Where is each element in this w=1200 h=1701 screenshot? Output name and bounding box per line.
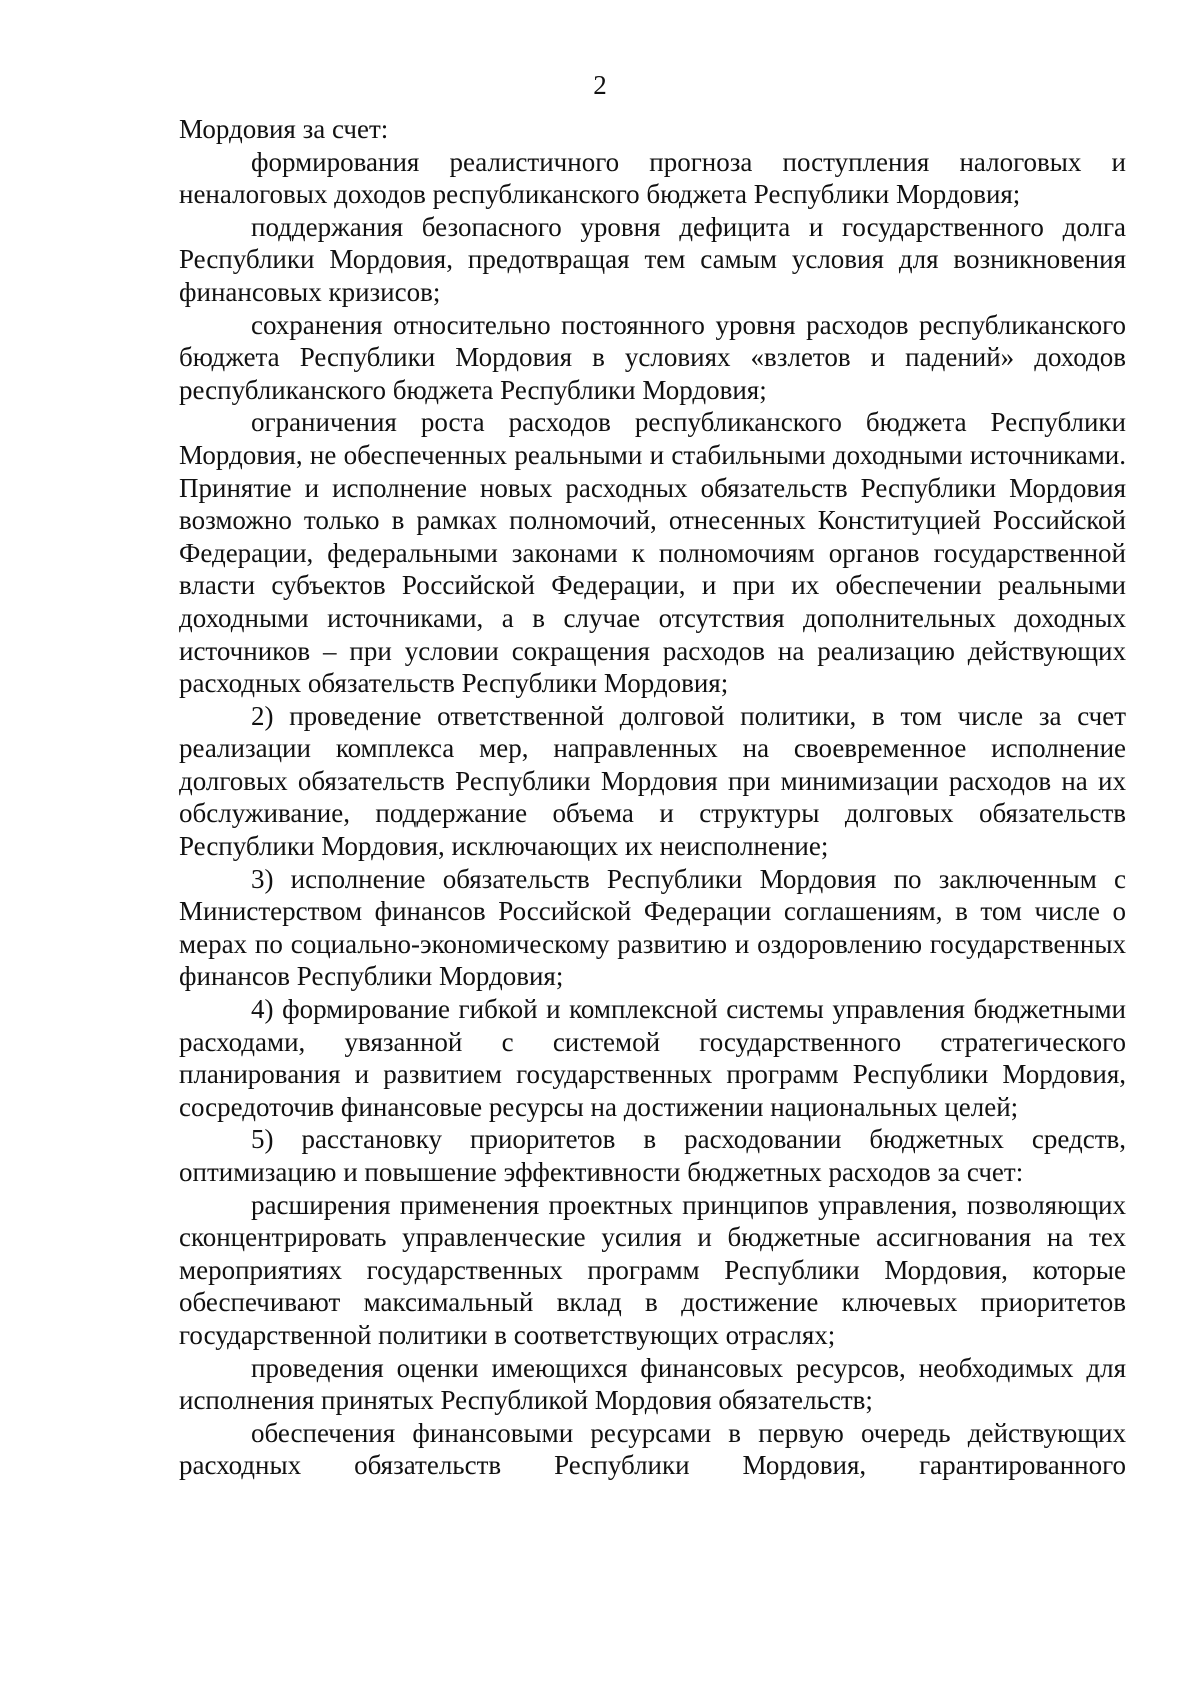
paragraph: 3) исполнение обязательств Республики Мордовия по заключенным с Министерством финансов Российской Федерации соглашениям, в том числе о мерах по социально-экономическому развитию и оздоровлению государственных финансов Республики Мордовия; <box>179 863 1126 992</box>
paragraph: обеспечения финансовыми ресурсами в первую очередь действующих расходных обязательств Республики Мордовия, гарантированного <box>179 1417 1126 1481</box>
paragraph: проведения оценки имеющихся финансовых ресурсов, необходимых для исполнения принятых Республикой Мордовия обязательств; <box>179 1352 1126 1416</box>
paragraph: 4) формирование гибкой и комплексной системы управления бюджетными расходами, увязанной с системой государственного стратегического планирования и развитием государственных программ Республики Мордовия, сосредоточив финансовые ресурсы на достижении национальных целей; <box>179 994 1126 1122</box>
page-number: 2 <box>593 70 607 100</box>
paragraph: сохранения относительно постоянного уровня расходов республиканского бюджета Республики Мордовия в условиях «взлетов и падений» доходов республиканского бюджета Республики Мордовия; <box>179 309 1126 405</box>
paragraph: 5) расстановку приоритетов в расходовании бюджетных средств, оптимизацию и повышение эффективности бюджетных расходов за счет: <box>179 1124 1126 1187</box>
paragraph: формирования реалистичного прогноза поступления налоговых и неналоговых доходов республиканского бюджета Республики Мордовия; <box>179 146 1126 210</box>
paragraph: Мордовия за счет: <box>179 114 389 144</box>
paragraph: поддержания безопасного уровня дефицита и государственного долга Республики Мордовия, предотвращая тем самым условия для возникновения финансовых кризисов; <box>179 211 1126 307</box>
paragraph: 2) проведение ответственной долговой политики, в том числе за счет реализации комплекса мер, направленных на своевременное исполнение долговых обязательств Республики Мордовия при минимизации расходов на их обслуживание, поддержание объема и структуры долговых обязательств Республики Мордовия, исключающих их неисполнение; <box>179 700 1126 862</box>
document-body <box>179 113 1126 1482</box>
paragraph: ограничения роста расходов республиканского бюджета Республики Мордовия, не обеспеченных реальными и стабильными доходными источниками. Принятие и исполнение новых расходных обязательств Республики Мордовия возможно только в рамках полномочий, отнесенных Конституцией Российской Федерации, федеральными законами к полномочиям органов государственной власти субъектов Российской Федерации, и при их обеспечении реальными доходными источниками, а в случае отсутствия дополнительных доходных источников – при условии сокращения расходов на реализацию действующих расходных обязательств Республики Мордовия; <box>179 407 1126 699</box>
paragraph: расширения применения проектных принципов управления, позволяющих сконцентрировать управленческие усилия и бюджетные ассигнования на тех мероприятиях государственных программ Республики Мордовия, которые обеспечивают максимальный вклад в достижение ключевых приоритетов государственной политики в соответствующих отраслях; <box>179 1189 1126 1350</box>
